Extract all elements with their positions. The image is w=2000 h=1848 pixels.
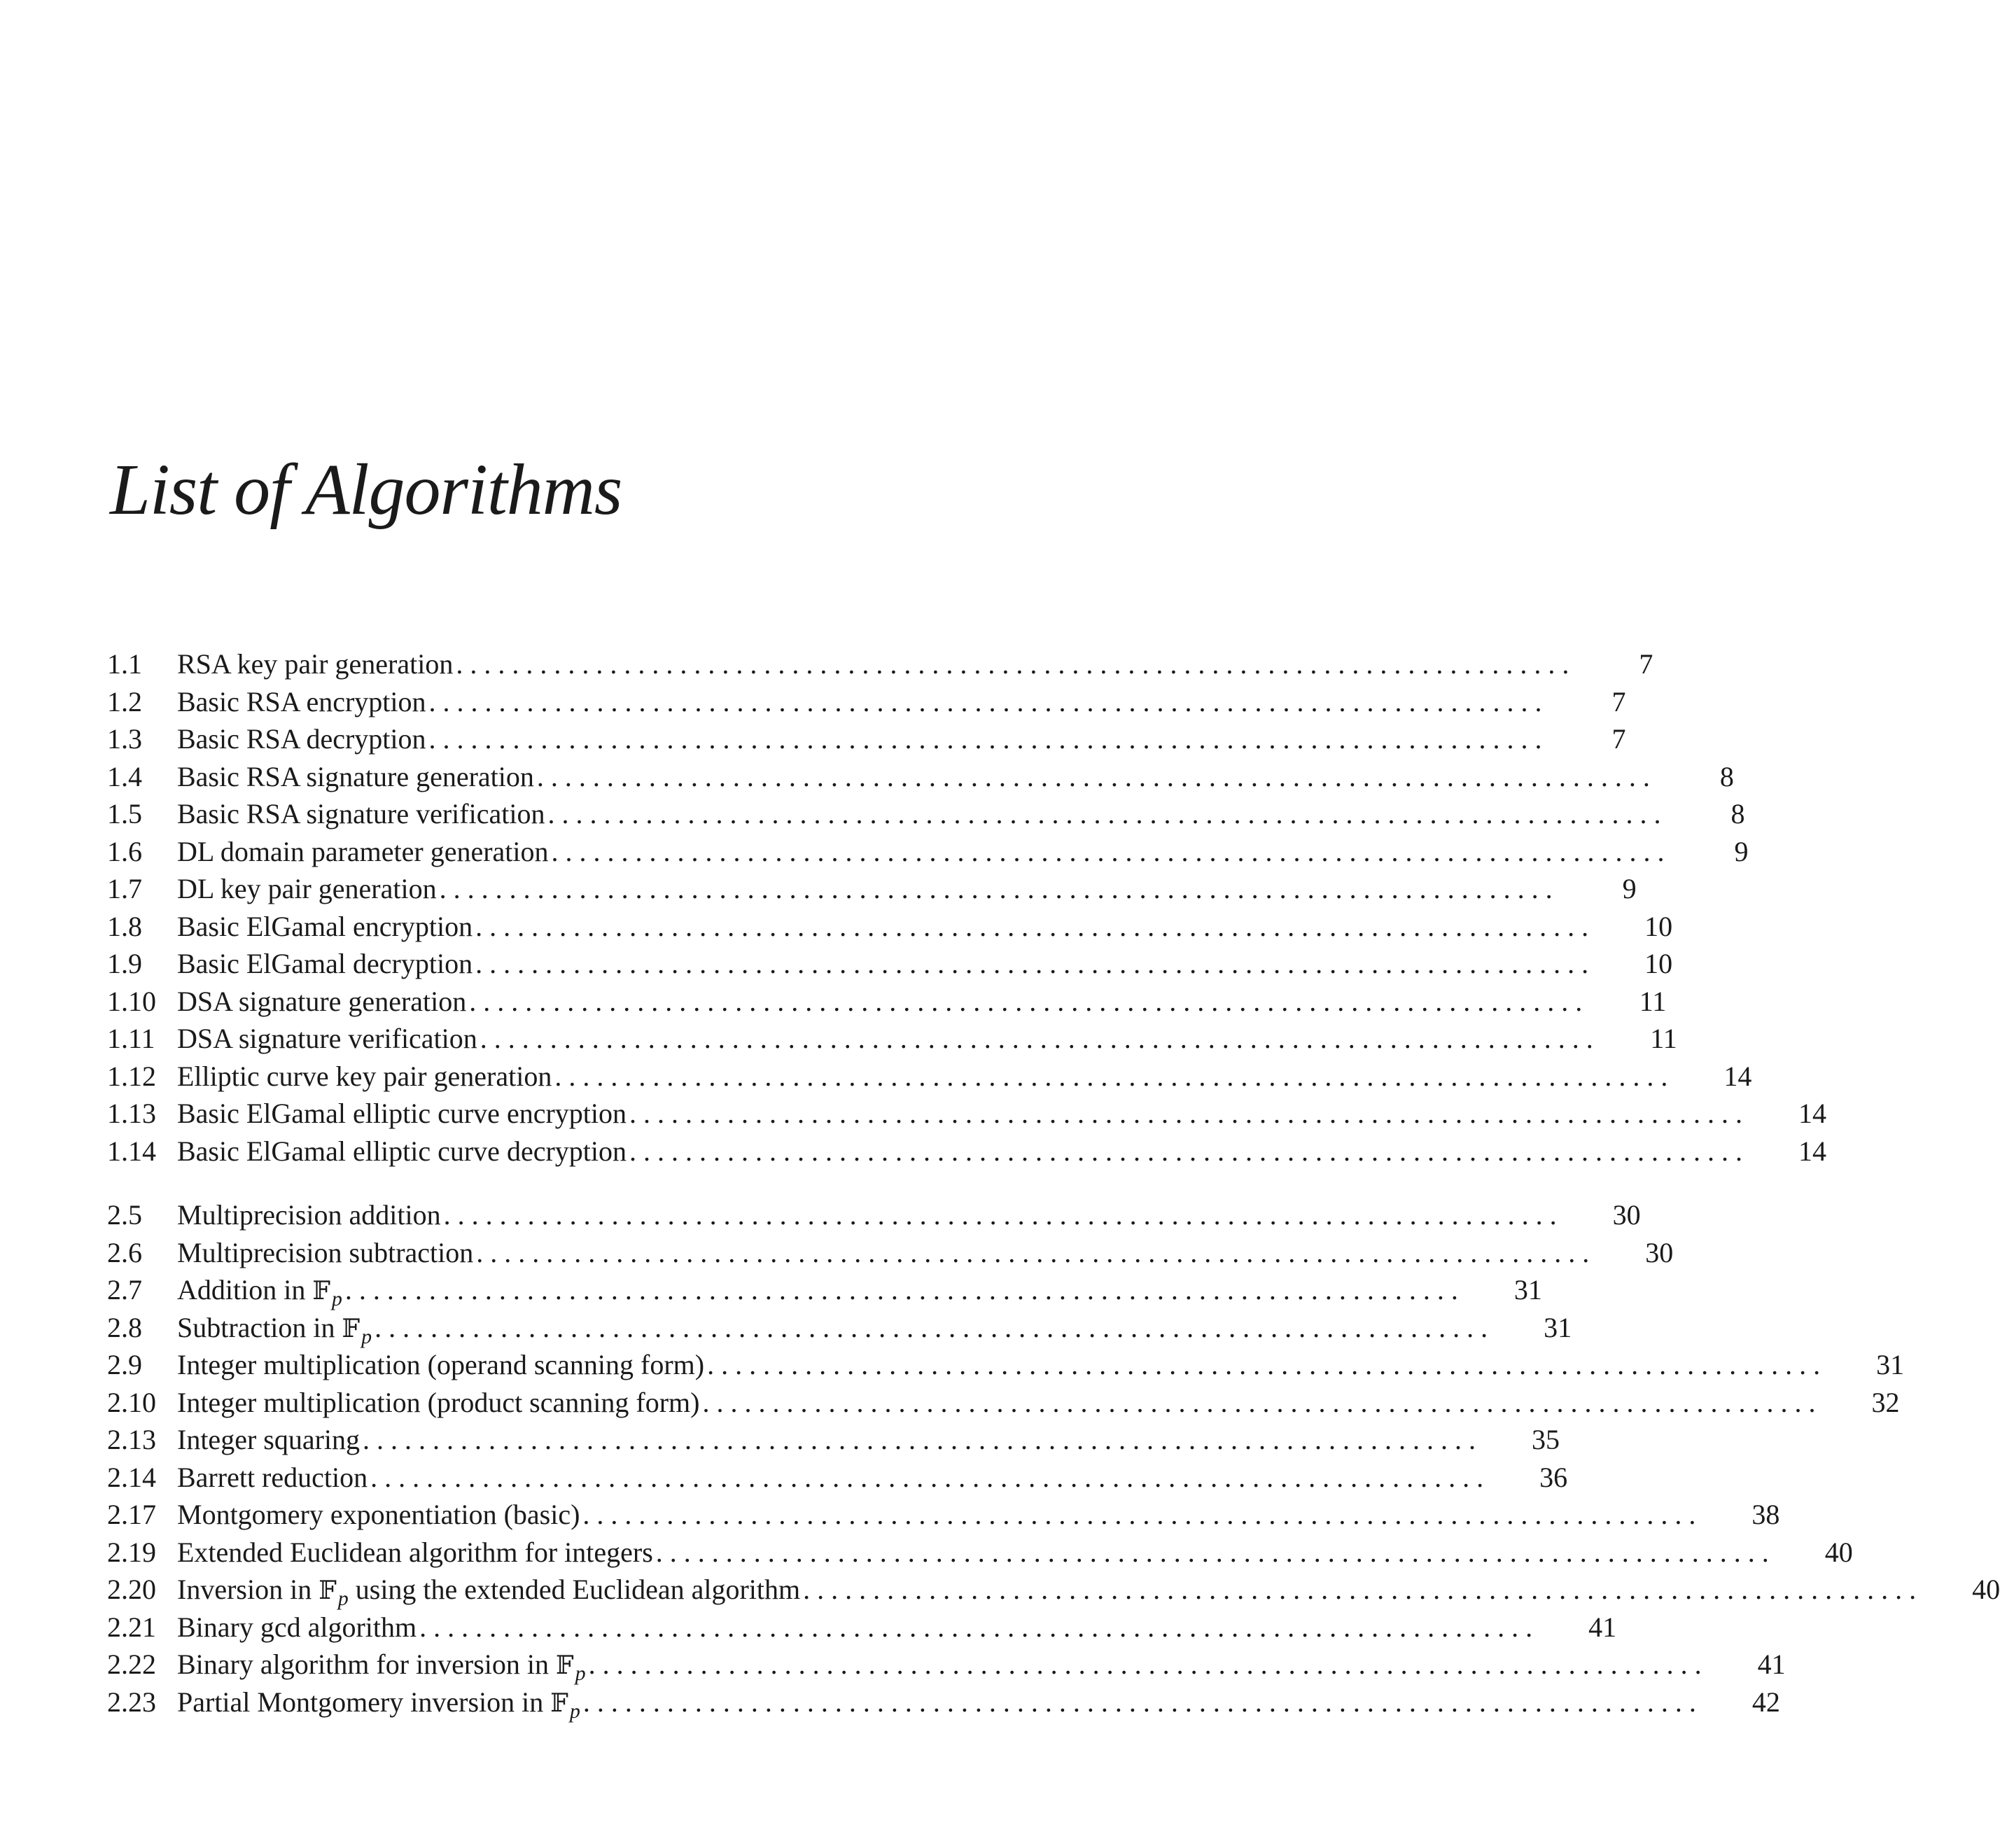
- field-symbol: 𝔽: [550, 1688, 568, 1718]
- dot-leader: . . . . . . . . . . . . . . . . . . . . . . . . . . . . . . . . . . . . . . . . . . . . . . . . . . . . . . . . . . . . . . . . . . . . . . . . . . . . . . . .: [443, 1199, 1557, 1231]
- entry-number: 1.6: [107, 835, 142, 867]
- dot-leader: . . . . . . . . . . . . . . . . . . . . . . . . . . . . . . . . . . . . . . . . . . . . . . . . . . . . . . . . . . . . . . . . . . . . . . . . . . . . . . . .: [456, 648, 1569, 680]
- entry-title: Montgomery exponentiation (basic): [177, 1499, 580, 1530]
- entry-number: 1.12: [107, 1060, 156, 1092]
- entry-title: DSA signature generation: [177, 985, 467, 1017]
- entry-page-number: 7: [1611, 685, 1626, 718]
- field-symbol: 𝔽: [319, 1576, 337, 1605]
- entry-title: DL domain parameter generation: [177, 835, 549, 867]
- dot-leader: . . . . . . . . . . . . . . . . . . . . . . . . . . . . . . . . . . . . . . . . . . . . . . . . . . . . . . . . . . . . . . . . . . . . . . . . . . . . . . . .: [428, 685, 1542, 718]
- toc-entry[interactable]: [107, 1020, 1677, 1058]
- toc-entry[interactable]: [107, 720, 1626, 758]
- entry-number: 2.6: [107, 1236, 142, 1268]
- entry-page-number: 10: [1644, 910, 1673, 942]
- toc-entry[interactable]: [107, 908, 1673, 946]
- entry-page-number: 14: [1798, 1098, 1826, 1129]
- dot-leader: . . . . . . . . . . . . . . . . . . . . . . . . . . . . . . . . . . . . . . . . . . . . . . . . . . . . . . . . . . . . . . . . . . . . . . . . . . . . . . . .: [588, 1648, 1702, 1680]
- toc-entry[interactable]: [107, 1684, 1780, 1723]
- toc-entry[interactable]: [107, 1384, 1900, 1422]
- field-subscript: p: [575, 1662, 586, 1685]
- dot-leader: . . . . . . . . . . . . . . . . . . . . . . . . . . . . . . . . . . . . . . . . . . . . . . . . . . . . . . . . . . . . . . . . . . . . . . . . . . . . . . . .: [547, 798, 1661, 830]
- entry-page-number: 14: [1723, 1060, 1752, 1092]
- dot-leader: . . . . . . . . . . . . . . . . . . . . . . . . . . . . . . . . . . . . . . . . . . . . . . . . . . . . . . . . . . . . . . . . . . . . . . . . . . . . . . . .: [370, 1461, 1484, 1493]
- entry-number: 1.10: [107, 985, 156, 1017]
- entry-number: 1.2: [107, 685, 142, 718]
- page-title: List of Algorithms: [110, 449, 622, 530]
- entry-title: Basic ElGamal elliptic curve encryption: [177, 1098, 627, 1129]
- entry-page-number: 11: [1639, 985, 1667, 1017]
- entry-page-number: 32: [1871, 1386, 1900, 1418]
- entry-page-number: 35: [1532, 1424, 1560, 1455]
- field-subscript: p: [331, 1287, 342, 1310]
- toc-entry[interactable]: [107, 1459, 1568, 1497]
- toc-group: [107, 1196, 2000, 1723]
- algorithm-list: [107, 645, 2000, 1723]
- entry-page-number: 30: [1612, 1199, 1641, 1231]
- dot-leader: . . . . . . . . . . . . . . . . . . . . . . . . . . . . . . . . . . . . . . . . . . . . . . . . . . . . . . . . . . . . . . . . . . . . . . . . . . . . . . . .: [702, 1386, 1816, 1418]
- toc-entry[interactable]: [107, 833, 1749, 871]
- dot-leader: . . . . . . . . . . . . . . . . . . . . . . . . . . . . . . . . . . . . . . . . . . . . . . . . . . . . . . . . . . . . . . . . . . . . . . . . . . . . . . . .: [469, 985, 1583, 1017]
- dot-leader: . . . . . . . . . . . . . . . . . . . . . . . . . . . . . . . . . . . . . . . . . . . . . . . . . . . . . . . . . . . . . . . . . . . . . . . . . . . . . . . .: [475, 948, 1589, 979]
- dot-leader: . . . . . . . . . . . . . . . . . . . . . . . . . . . . . . . . . . . . . . . . . . . . . . . . . . . . . . . . . . . . . . . . . . . . . . . . . . . . . . . .: [707, 1349, 1821, 1380]
- entry-title: Basic ElGamal elliptic curve decryption: [177, 1135, 627, 1167]
- dot-leader: . . . . . . . . . . . . . . . . . . . . . . . . . . . . . . . . . . . . . . . . . . . . . . . . . . . . . . . . . . . . . . . . . . . . . . . . . . . . . . . .: [629, 1135, 1742, 1167]
- entry-number: 1.7: [107, 873, 142, 904]
- entry-number: 2.13: [107, 1424, 156, 1455]
- entry-page-number: 41: [1757, 1648, 1786, 1680]
- field-subscript: p: [337, 1587, 349, 1610]
- entry-page-number: 8: [1730, 798, 1745, 830]
- entry-number: 2.17: [107, 1499, 156, 1530]
- dot-leader: . . . . . . . . . . . . . . . . . . . . . . . . . . . . . . . . . . . . . . . . . . . . . . . . . . . . . . . . . . . . . . . . . . . . . . . . . . . . . . . .: [344, 1274, 1458, 1306]
- dot-leader: . . . . . . . . . . . . . . . . . . . . . . . . . . . . . . . . . . . . . . . . . . . . . . . . . . . . . . . . . . . . . . . . . . . . . . . . . . . . . . . .: [655, 1536, 1769, 1568]
- field-symbol: 𝔽: [312, 1277, 330, 1306]
- entry-page-number: 8: [1719, 760, 1734, 792]
- toc-entry[interactable]: [107, 945, 1673, 983]
- entry-title: Addition in 𝔽$_p$: [177, 1274, 342, 1310]
- toc-entry[interactable]: [107, 870, 1637, 908]
- toc-entry[interactable]: [107, 1534, 1853, 1572]
- dot-leader: . . . . . . . . . . . . . . . . . . . . . . . . . . . . . . . . . . . . . . . . . . . . . . . . . . . . . . . . . . . . . . . . . . . . . . . . . . . . . . . .: [375, 1311, 1488, 1343]
- toc-entry[interactable]: [107, 1496, 1780, 1534]
- toc-group: [107, 645, 1826, 1170]
- dot-leader: . . . . . . . . . . . . . . . . . . . . . . . . . . . . . . . . . . . . . . . . . . . . . . . . . . . . . . . . . . . . . . . . . . . . . . . . . . . . . . . .: [475, 910, 1589, 942]
- entry-title: Basic RSA signature generation: [177, 760, 534, 792]
- entry-number: 1.3: [107, 723, 142, 755]
- entry-number: 2.21: [107, 1611, 156, 1643]
- entry-title: Barrett reduction: [177, 1461, 368, 1493]
- entry-number: 1.9: [107, 948, 142, 979]
- entry-title: Basic RSA signature verification: [177, 798, 545, 830]
- entry-title: Multiprecision addition: [177, 1199, 441, 1231]
- entry-number: 2.22: [107, 1648, 156, 1680]
- toc-entry[interactable]: [107, 1571, 2000, 1610]
- entry-number: 1.5: [107, 798, 142, 830]
- entry-title: Binary algorithm for inversion in 𝔽$_p$: [177, 1648, 586, 1685]
- field-symbol: 𝔽: [556, 1651, 574, 1680]
- entry-title: Basic RSA encryption: [177, 685, 426, 718]
- entry-number: 2.10: [107, 1386, 156, 1418]
- entry-page-number: 30: [1645, 1236, 1674, 1268]
- entry-page-number: 9: [1734, 835, 1749, 867]
- toc-entry[interactable]: [107, 1234, 1674, 1272]
- toc-entry[interactable]: [107, 683, 1626, 721]
- entry-page-number: 7: [1639, 648, 1653, 680]
- entry-page-number: 41: [1588, 1611, 1617, 1643]
- dot-leader: . . . . . . . . . . . . . . . . . . . . . . . . . . . . . . . . . . . . . . . . . . . . . . . . . . . . . . . . . . . . . . . . . . . . . . . . . . . . . . . .: [536, 760, 1650, 792]
- dot-leader: . . . . . . . . . . . . . . . . . . . . . . . . . . . . . . . . . . . . . . . . . . . . . . . . . . . . . . . . . . . . . . . . . . . . . . . . . . . . . . . .: [419, 1611, 1533, 1643]
- dot-leader: . . . . . . . . . . . . . . . . . . . . . . . . . . . . . . . . . . . . . . . . . . . . . . . . . . . . . . . . . . . . . . . . . . . . . . . . . . . . . . . .: [551, 835, 1665, 867]
- entry-page-number: 10: [1644, 948, 1673, 979]
- entry-page-number: 31: [1513, 1274, 1542, 1306]
- entry-number: 2.14: [107, 1461, 156, 1493]
- entry-number: 1.14: [107, 1135, 156, 1167]
- dot-leader: . . . . . . . . . . . . . . . . . . . . . . . . . . . . . . . . . . . . . . . . . . . . . . . . . . . . . . . . . . . . . . . . . . . . . . . . . . . . . . . .: [476, 1236, 1590, 1268]
- dot-leader: . . . . . . . . . . . . . . . . . . . . . . . . . . . . . . . . . . . . . . . . . . . . . . . . . . . . . . . . . . . . . . . . . . . . . . . . . . . . . . . .: [363, 1424, 1476, 1455]
- entry-number: 2.23: [107, 1686, 156, 1718]
- toc-entry[interactable]: [107, 1133, 1826, 1170]
- entry-page-number: 42: [1751, 1686, 1780, 1718]
- entry-title: Basic RSA decryption: [177, 723, 426, 755]
- dot-leader: . . . . . . . . . . . . . . . . . . . . . . . . . . . . . . . . . . . . . . . . . . . . . . . . . . . . . . . . . . . . . . . . . . . . . . . . . . . . . . . .: [629, 1098, 1742, 1129]
- entry-title: Integer multiplication (operand scanning form): [177, 1349, 705, 1380]
- toc-entry[interactable]: [107, 1309, 1572, 1348]
- entry-page-number: 40: [1824, 1536, 1853, 1568]
- entry-number: 2.20: [107, 1574, 156, 1605]
- dot-leader: . . . . . . . . . . . . . . . . . . . . . . . . . . . . . . . . . . . . . . . . . . . . . . . . . . . . . . . . . . . . . . . . . . . . . . . . . . . . . . . .: [480, 1023, 1593, 1054]
- entry-number: 1.11: [107, 1023, 155, 1054]
- entry-number: 1.13: [107, 1098, 156, 1129]
- entry-title: Basic ElGamal encryption: [177, 910, 473, 942]
- entry-title: Integer multiplication (product scanning form): [177, 1386, 700, 1418]
- entry-page-number: 31: [1876, 1349, 1905, 1380]
- toc-entry[interactable]: [107, 1609, 1617, 1646]
- entry-page-number: 7: [1611, 723, 1626, 755]
- field-subscript: p: [361, 1324, 372, 1348]
- toc-entry[interactable]: [107, 1646, 1786, 1685]
- toc-entry[interactable]: [107, 983, 1667, 1021]
- entry-page-number: 9: [1622, 873, 1637, 904]
- entry-number: 1.8: [107, 910, 142, 942]
- entry-title: DSA signature verification: [177, 1023, 477, 1054]
- entry-title: Multiprecision subtraction: [177, 1236, 474, 1268]
- entry-number: 1.1: [107, 648, 142, 680]
- entry-number: 2.7: [107, 1274, 142, 1306]
- entry-title: RSA key pair generation: [177, 648, 454, 680]
- entry-title: Subtraction in 𝔽$_p$: [177, 1311, 372, 1348]
- field-subscript: p: [569, 1699, 580, 1723]
- entry-page-number: 31: [1544, 1311, 1572, 1343]
- entry-page-number: 40: [1972, 1574, 2000, 1605]
- entry-title: Inversion in 𝔽$_p$ using the extended Euclidean algorithm: [177, 1574, 801, 1610]
- entry-number: 2.8: [107, 1311, 142, 1343]
- entry-number: 2.9: [107, 1349, 142, 1380]
- entry-page-number: 38: [1751, 1499, 1780, 1530]
- entry-title: Integer squaring: [177, 1424, 361, 1455]
- entry-title: Partial Montgomery inversion in 𝔽$_p$: [177, 1686, 580, 1723]
- entry-page-number: 14: [1798, 1135, 1826, 1167]
- entry-title: Binary gcd algorithm: [177, 1611, 417, 1643]
- entry-title: Basic ElGamal decryption: [177, 948, 473, 979]
- entry-number: 2.5: [107, 1199, 142, 1231]
- toc-entry[interactable]: [107, 1095, 1826, 1133]
- toc-entry[interactable]: [107, 758, 1734, 796]
- toc-entry[interactable]: [107, 1271, 1542, 1310]
- toc-entry[interactable]: [107, 1196, 1641, 1234]
- toc-entry[interactable]: [107, 1346, 1905, 1384]
- entry-title: DL key pair generation: [177, 873, 437, 904]
- entry-page-number: 11: [1650, 1023, 1677, 1054]
- entry-title: Elliptic curve key pair generation: [177, 1060, 552, 1092]
- toc-entry[interactable]: [107, 645, 1653, 683]
- toc-entry[interactable]: [107, 1421, 1560, 1459]
- field-symbol: 𝔽: [342, 1314, 361, 1343]
- dot-leader: . . . . . . . . . . . . . . . . . . . . . . . . . . . . . . . . . . . . . . . . . . . . . . . . . . . . . . . . . . . . . . . . . . . . . . . . . . . . . . . .: [803, 1574, 1917, 1605]
- dot-leader: . . . . . . . . . . . . . . . . . . . . . . . . . . . . . . . . . . . . . . . . . . . . . . . . . . . . . . . . . . . . . . . . . . . . . . . . . . . . . . . .: [428, 723, 1542, 755]
- entry-number: 1.4: [107, 760, 142, 792]
- dot-leader: . . . . . . . . . . . . . . . . . . . . . . . . . . . . . . . . . . . . . . . . . . . . . . . . . . . . . . . . . . . . . . . . . . . . . . . . . . . . . . . .: [582, 1686, 1696, 1718]
- dot-leader: . . . . . . . . . . . . . . . . . . . . . . . . . . . . . . . . . . . . . . . . . . . . . . . . . . . . . . . . . . . . . . . . . . . . . . . . . . . . . . . .: [554, 1060, 1668, 1092]
- entry-number: 2.19: [107, 1536, 156, 1568]
- toc-entry[interactable]: [107, 795, 1745, 833]
- entry-title: Extended Euclidean algorithm for integers: [177, 1536, 653, 1568]
- toc-entry[interactable]: [107, 1058, 1752, 1096]
- dot-leader: . . . . . . . . . . . . . . . . . . . . . . . . . . . . . . . . . . . . . . . . . . . . . . . . . . . . . . . . . . . . . . . . . . . . . . . . . . . . . . . .: [582, 1499, 1696, 1530]
- dot-leader: . . . . . . . . . . . . . . . . . . . . . . . . . . . . . . . . . . . . . . . . . . . . . . . . . . . . . . . . . . . . . . . . . . . . . . . . . . . . . . . .: [439, 873, 1553, 904]
- entry-page-number: 36: [1539, 1461, 1568, 1493]
